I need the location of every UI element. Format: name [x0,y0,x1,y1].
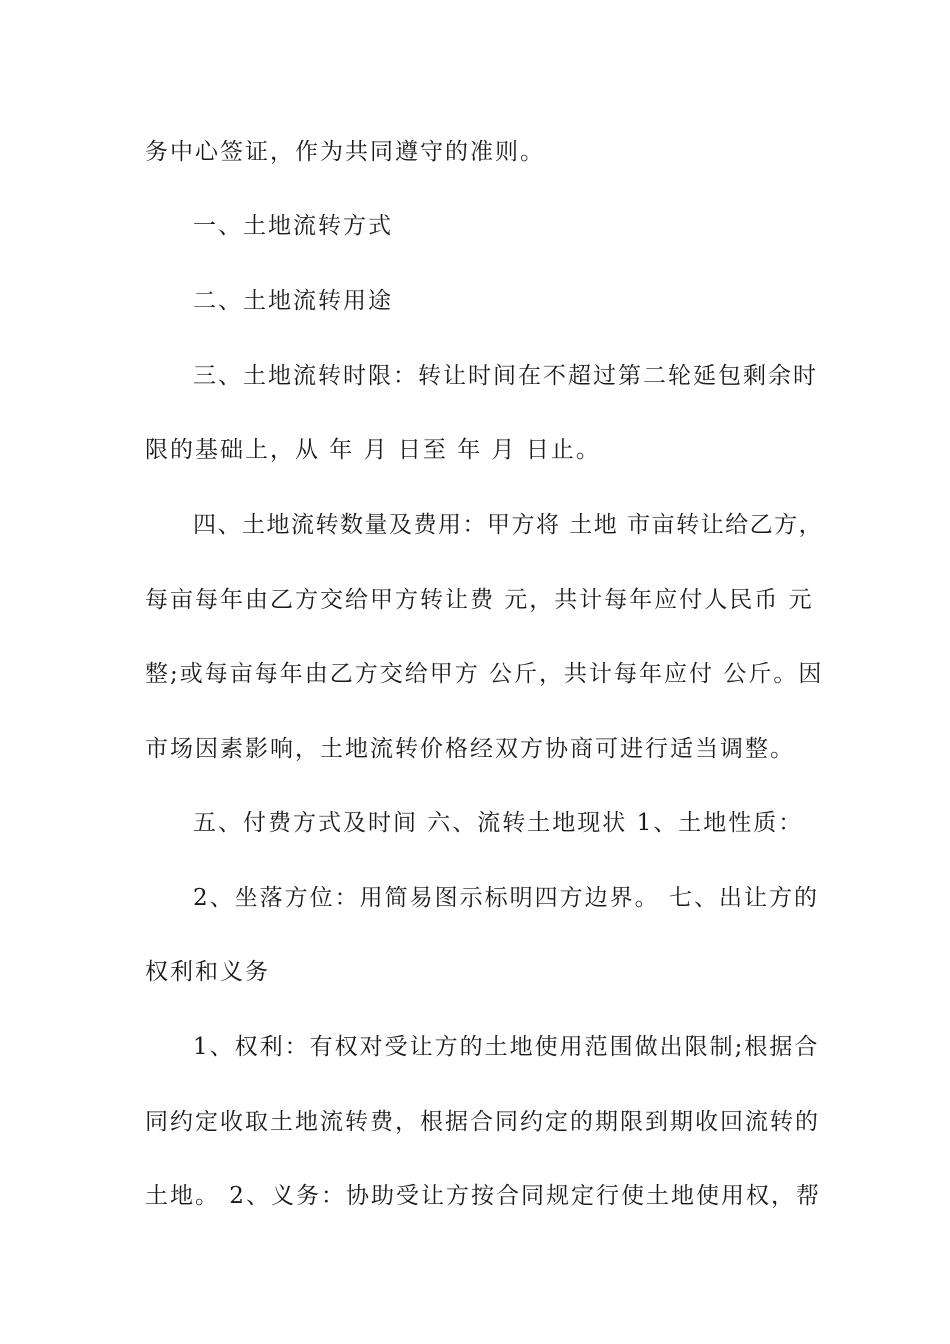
text-line-7: 每亩每年由乙方交给甲方转让费 元，共计每年应付人民币 元 [145,587,814,613]
text-line-3: 二、土地流转用途 [193,288,393,314]
text-line-9: 市场因素影响，土地流转价格经双方协商可进行适当调整。 [145,736,795,762]
text-line-15: 土地。 2、义务：协助受让方按合同规定行使土地使用权，帮 [145,1183,821,1209]
text-line-8: 整;或每亩每年由乙方交给甲方 公斤，共计每年应付 公斤。因 [145,661,824,687]
text-line-10: 五、付费方式及时间 六、流转土地现状 1、土地性质： [193,810,804,836]
text-line-14: 同约定收取土地流转费，根据合同约定的期限到期收回流转的 [145,1109,820,1135]
text-line-11: 2、坐落方位：用简易图示标明四方边界。 七、出让方的 [193,885,819,911]
text-line-1: 务中心签证，作为共同遵守的准则。 [145,139,545,165]
text-line-5: 限的基础上，从 年 月 日至 年 月 日止。 [145,437,601,463]
text-line-2: 一、土地流转方式 [193,213,393,239]
text-line-4: 三、土地流转时限：转让时间在不超过第二轮延包剩余时 [193,363,818,389]
text-line-13: 1、权利：有权对受让方的土地使用范围做出限制;根据合 [193,1034,820,1060]
text-line-12: 权利和义务 [145,959,270,985]
text-line-6: 四、土地流转数量及费用：甲方将 土地 市亩转让给乙方， [193,512,824,538]
